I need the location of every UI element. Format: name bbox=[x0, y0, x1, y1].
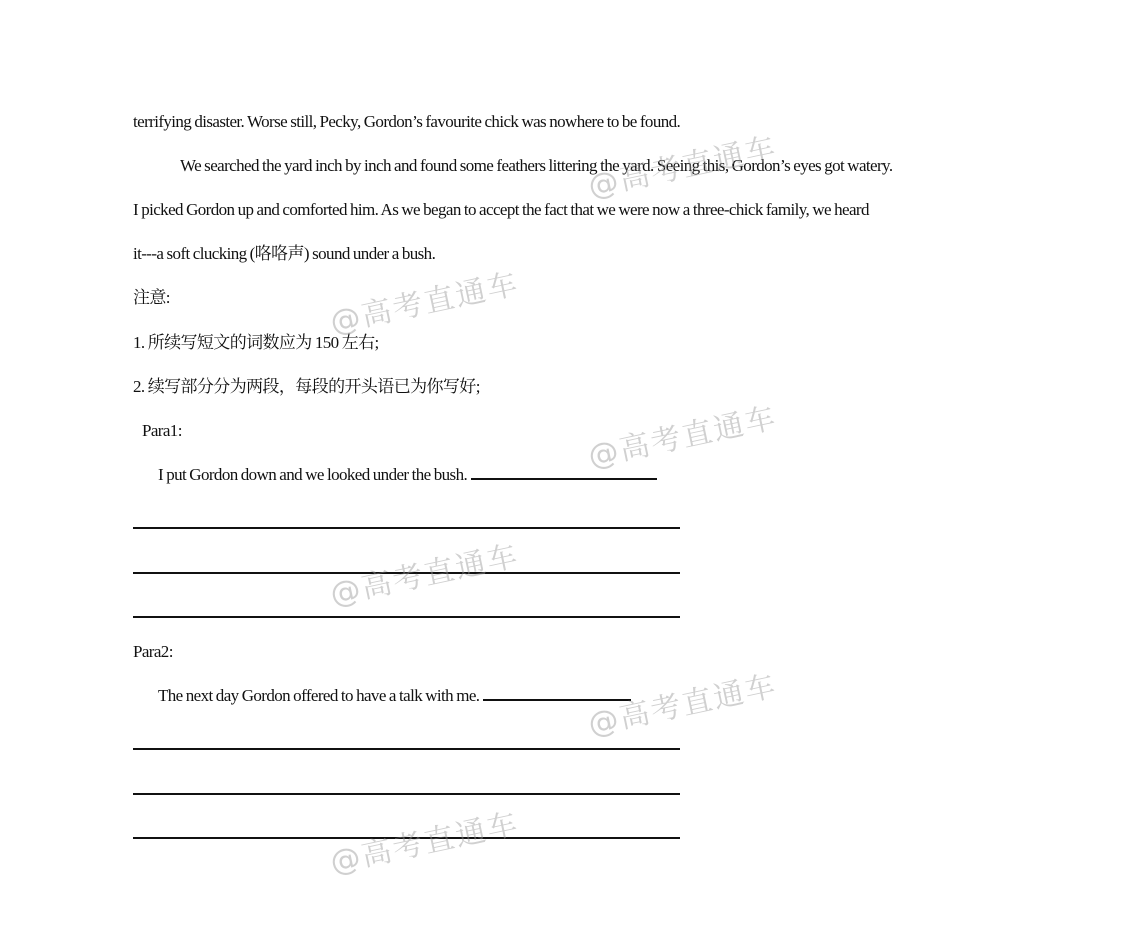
para2-answer-rule-1[interactable] bbox=[133, 748, 680, 750]
story-line-3: I picked Gordon up and comforted him. As we began to accept the fact that we were now a three-chick family, we heard bbox=[133, 200, 869, 219]
story-line-4: it---a soft clucking (咯咯声) sound under a bush. bbox=[133, 244, 436, 263]
para1-label: Para1: bbox=[142, 421, 182, 440]
para1-answer-rule-1[interactable] bbox=[133, 527, 680, 529]
para2-label: Para2: bbox=[133, 642, 173, 661]
para1-opening-sentence: I put Gordon down and we looked under the bush. bbox=[158, 465, 468, 484]
para2-opening-sentence: The next day Gordon offered to have a talk with me. bbox=[158, 686, 480, 705]
notes-heading: 注意: bbox=[133, 288, 170, 307]
watermark-text: @高考直通车 bbox=[585, 400, 781, 475]
para1-answer-blank[interactable] bbox=[471, 464, 657, 480]
watermark-text: @高考直通车 bbox=[327, 538, 523, 613]
story-line-2: We searched the yard inch by inch and found some feathers littering the yard. Seeing this, Gordon’s eyes got watery. bbox=[180, 156, 893, 175]
para2-opening-line bbox=[158, 685, 631, 707]
watermark-text: @高考直通车 bbox=[327, 806, 523, 881]
para2-answer-rule-2[interactable] bbox=[133, 793, 680, 795]
para1-answer-rule-2[interactable] bbox=[133, 572, 680, 574]
para2-answer-rule-3[interactable] bbox=[133, 837, 680, 839]
notes-item-2: 2. 续写部分分为两段，每段的开头语已为你写好; bbox=[133, 377, 480, 396]
para1-opening-line bbox=[158, 464, 657, 486]
watermark-text: @高考直通车 bbox=[585, 130, 781, 205]
notes-item-1: 1. 所续写短文的词数应为 150 左右; bbox=[133, 333, 379, 352]
para1-answer-rule-3[interactable] bbox=[133, 616, 680, 618]
watermark-text: @高考直通车 bbox=[585, 668, 781, 743]
watermark-text: @高考直通车 bbox=[327, 266, 523, 341]
para2-answer-blank[interactable] bbox=[483, 685, 631, 701]
story-line-1: terrifying disaster. Worse still, Pecky, Gordon’s favourite chick was nowhere to be found. bbox=[133, 112, 681, 131]
